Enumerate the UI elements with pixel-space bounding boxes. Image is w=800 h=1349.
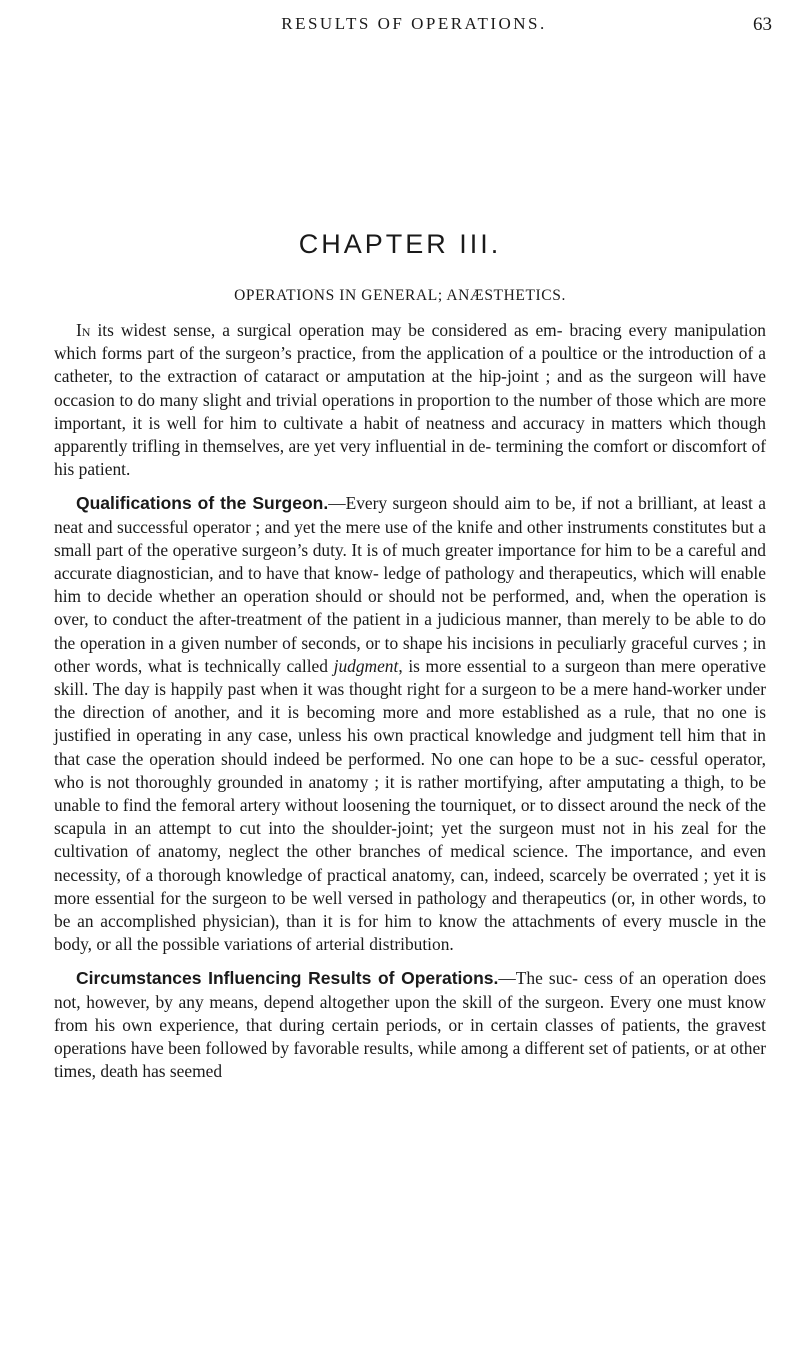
- paragraph-qualifications: [54, 492, 766, 956]
- running-title: RESULTS OF OPERATIONS.: [281, 14, 547, 33]
- paragraph-text: its widest sense, a surgical operation may be considered as em- bracing every manipulation which forms part of the surgeon’s practice, from the application of a poultice or the introduction of a catheter, to the extraction of cataract or amputation at the hip-joint ; and as the surgeon will have occasion to do many slight and trivial operations in proportion to the number of those which are more important, it is well for him to cultivate a habit of neatness and accuracy in matters which though apparently trifling in themselves, are yet very influential in de- termining the comfort or discomfort of his patient.: [54, 320, 766, 480]
- paragraph-text: —Every surgeon should aim to be, if not a brilliant, at least a neat and successful operator ; and yet the mere use of the knife and other instruments constitutes but a small part of the operative surgeon’s duty. It is of much greater importance for him to be a careful and accurate diagnostician, and to have that know- ledge of pathology and therapeutics, which will enable him to decide whether an operation should or should not be performed, and, when the operation is over, to conduct the after-treatment of the patient in a judicious manner, than merely to be able to do the operation in a given number of seconds, or to shape his incisions in peculiarly graceful curves ; in other words, what is technically called: [54, 493, 766, 676]
- section-heading-qualifications: Qualifications of the Surgeon.: [76, 493, 329, 514]
- paragraph-text: , is more essential to a surgeon than mere operative skill. The day is happily past when it was thought right for a surgeon to be a mere hand-worker under the direction of another, and it is becoming more and more established as a rule, that no one is justified in operating in any case, unless his own practical knowledge and judgment tell him that in that case the operation should indeed be performed. No one can hope to be a suc- cessful operator, who is not thoroughly grounded in anatomy ; it is rather mortifying, after amputating a thigh, to be unable to find the femoral artery without loosening the tourniquet, or to dissect around the neck of the scapula in an attempt to cut into the shoulder-joint; yet the surgeon must not in his zeal for the cultivation of anatomy, neglect the other branches of medical science. The importance, and even necessity, of a thorough knowledge of practical anatomy, can, indeed, scarcely be overrated ; yet it is more essential for the surgeon to be well versed in pathology and therapeutics (or, in other words, to be an accomplished physician), than it is for him to know the attachments of every muscle in the body, or all the possible variations of arterial distribution.: [54, 655, 766, 955]
- chapter-subtitle: OPERATIONS IN GENERAL; ANÆSTHETICS.: [234, 287, 566, 304]
- paragraph-lead-in: In: [76, 320, 91, 340]
- paragraph-circumstances: [54, 967, 766, 1083]
- section-heading-circumstances: Circumstances Influencing Results of Operations.: [76, 968, 499, 989]
- emphasis-judgment: judgment: [333, 655, 399, 676]
- page-number: 63: [753, 14, 772, 35]
- paragraph-intro: [54, 319, 766, 481]
- body-text: [54, 319, 766, 1084]
- paragraph-text: —The suc- cess of an operation does not, however, by any means, depend altogether upon the skill of the surgeon. Every one must know from his own experience, that during certain periods, or in certain classes of patients, the gravest operations have been followed by favorable results, while among a different set of patients, or at other times, death has seemed: [54, 968, 766, 1082]
- chapter-title: CHAPTER III.: [298, 229, 502, 259]
- running-head: [56, 14, 772, 38]
